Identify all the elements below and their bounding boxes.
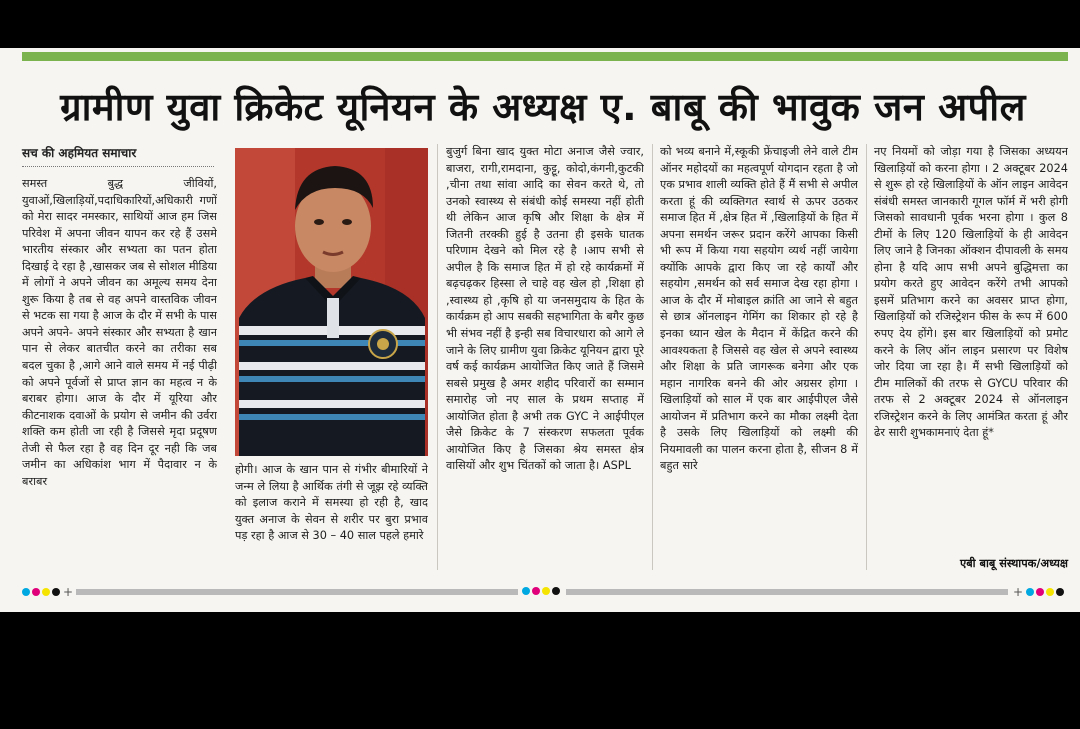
footer-rule-right (566, 589, 1008, 595)
cyan-dot-icon (522, 587, 530, 595)
column-divider (652, 144, 653, 570)
registration-marks-center (522, 587, 560, 595)
author-signoff: एबी बाबू संस्थापक/अध्यक्ष (959, 557, 1068, 570)
magenta-dot-icon (1036, 588, 1044, 596)
article-column-3: बुजुर्ग बिना खाद युक्त मोटा अनाज जैसे ज्वार, बाजरा, रागी,रामदाना, कुट्टू, कोदो,कंगनी,कुटकी ,चीना तथा सांवा आदि का सेवन करते थे, तो उनको स्वास्थ्य से संबंधी कोई समस्या नहीं होती थी लेकिन आज कृषि और शिक्षा के क्षेत्र में जितनी तरक्की हुई है उतना ही इसके घातक परिणाम देखने को मिल रहे है ।आप सभी से अपील है कि समाज हित में हो रहे कार्यक्रमों में बढ़चढ़कर हिस्सा ले चाहे वह खेल हो ,शिक्षा हो ,स्वास्थ्य हो ,कृषि हो या जनसमुदाय के हित के कार्यक्रम हो आप सबकी सहभागिता के बगैर कुछ भी संभव नहीं है इन्ही सब विचारधारा को आगे ले जाने के लिए ग्रामीण युवा क्रिकेट यूनियन द्वारा पूरे वर्ष कई कार्यक्रम आयोजित किए जाते हैं जिसमे सबसे प्रमुख है अमर शहीद परिवारों का सम्मान समारोह जो नए साल के प्रथम सप्ताह में आयोजित होता है अभी तक GYC ने आईपीएल जैसे क्रिकेट के 7 संस्करण सफलता पूर्वक आयोजित किए है जिसका श्रेय समस्त क्षेत्र वासियों और शुभ चिंतकों को जाता है। ASPL (446, 145, 644, 473)
green-header-rule (22, 52, 1068, 61)
article-column-4: को भव्य बनाने में,स्कूकी फ्रेंचाइजी लेने वाले टीम ऑनर महोदयों का महत्वपूर्ण योगदान रहता है जो एक प्रभाव शाली व्यक्ति होते हैं मैं सभी से अपील करता हूं की व्यक्तिगत स्वार्थ से ऊपर उठकर समाज हित में ,क्षेत्र हित में ,खिलाड़ियों के हित में अपना समर्थन जरूर प्रदान करेंगे आपका किसी भी रूप में किया गया सहयोग व्यर्थ नहीं जायेगा क्योंकि आपके द्वारा किए जा रहे कार्यों और सहयोग ,समर्थन को सर्व समाज देख रहा होगा । आज के दौर में मोबाइल क्रांति आ जाने से बहुत से छात्र ऑनलाइन गेमिंग का शिकार हो रहे है इनका ध्यान खेल के मैदान में केंद्रित करने की आवश्यकता है जिससे वह खेल से अपने स्वास्थ्य और शिक्षा के प्रति जागरूक बनेगा और एक महान नागरिक बनने की ओर अग्रसर होगा । खिलाड़ियों को साल में एक बार आईपीएल जैसे आयोजन में प्रतिभाग करने का मौका लक्ष्मी देता है उसके लिए खिलाड़ियों को लक्ष्मी की नियमावली का पालन करना होता है, सीजन 8 में बहुत सारे (660, 145, 858, 473)
registration-marks-right (1012, 587, 1064, 597)
article-column-5: नए नियमों को जोड़ा गया है जिसका अध्ययन खिलाड़ियों को करना होगा । 2 अक्टूबर 2024 से शुरू हो रहे खिलाड़ियों के ऑन लाइन आवेदन संबंधी समस्त जानकारी गूगल फॉर्म में भरी होगी जिसको सावधानी पूर्वक भरना होगा । कुल 8 टीमों के लिए 120 खिलाड़ियों के ही आवेदन लिए जाने है जिनका ऑक्शन दीपावली के समय होना है यदि आप सभी अपने बुद्धिमत्ता का प्रयोग करते हुए आवेदन करेंगे तभी आपको इसमें प्रतिभाग करने का अवसर प्राप्त होगा, खिलाड़ियों को रजिस्ट्रेशन फीस के रूप में 600 रुपए देय होंगे। इस बार खिलाड़ियों को प्रमोट करने के लिए ऑन लाइन प्रसारण पर विशेष जोर दिया जा रहा है। मैं सभी खिलाड़ियों को टीम मालिकों की तरफ से GYCU परिवार की तरफ से 2 अक्टूबर 2024 से ऑनलाइन रजिस्ट्रेशन करने के लिए आमंत्रित करता हूं और ढेर सारी शुभकामनाएं देता हूं* (874, 145, 1068, 440)
yellow-dot-icon (1046, 588, 1054, 596)
crosshair-icon: + (63, 585, 74, 599)
registration-marks-left (22, 587, 74, 597)
column-divider (437, 144, 438, 570)
black-dot-icon (52, 588, 60, 596)
yellow-dot-icon (42, 588, 50, 596)
footer-rule-left (76, 589, 518, 595)
portrait-photo (235, 148, 428, 456)
article-column-1: समस्त बुद्ध जीवियों, युवाओं,खिलाड़ियों,पदाधिकारियों,अधिकारी गणों को मेरा सादर नमस्कार, साथियों आज हम जिस परिवेश में अपना जीवन यापन कर रहे हैं उसमे भारतीय संस्कार और सभ्यता का पतन होता दिखाई दे रहा है ,खासकर जब से सोशल मीडिया में लोगों ने अपने जीवन का अमूल्य समय देना शुरू किया है तब से वह अपने वास्तविक जीवन से भटक सा गया है आज के दौर में सभी के पास अपने अपने- अपने संस्कार और सभ्यता है खान पान से लेकर बातचीत करने का तरीका सब बदल चुका है ,आगे आने वाले समय में नई पीढ़ी को अपने पूर्वजों से प्राप्त ज्ञान का महत्व न के बराबर होगा। आज के दौर में यूरिया और कीटनाशक दवाओं के प्रयोग से जमीन की उर्वरा शक्ति कम होती जा रही है जिससे मृदा प्रदूषण तेजी से फैल रहा है वह दिन दूर नही कि जब जमीन का अधिकांश भाग में पैदावार न के बराबर (22, 177, 217, 488)
top-black-bar (0, 0, 1080, 48)
headline: ग्रामीण युवा क्रिकेट यूनियन के अध्यक्ष ए. बाबू की भावुक जन अपील (60, 85, 1026, 129)
column-divider (866, 144, 867, 570)
cyan-dot-icon (1026, 588, 1034, 596)
newspaper-clipping (0, 48, 1080, 612)
yellow-dot-icon (542, 587, 550, 595)
magenta-dot-icon (532, 587, 540, 595)
article-column-2: होगी। आज के खान पान से गंभीर बीमारियों ने जन्म ले लिया है आर्थिक तंगी से जूझ रहे व्यक्ति को इलाज कराने में समस्या हो रही है, खाद युक्त अनाज के सेवन से शरीर पर बुरा प्रभाव पड़ रहा है आज से 30 – 40 साल पहले हमारे (235, 463, 428, 543)
black-dot-icon (1056, 588, 1064, 596)
cyan-dot-icon (22, 588, 30, 596)
byline: सच की अहमियत समाचार (22, 144, 214, 167)
magenta-dot-icon (32, 588, 40, 596)
crosshair-icon: + (1013, 585, 1024, 599)
bottom-black-bar (0, 612, 1080, 729)
black-dot-icon (552, 587, 560, 595)
portrait-icon (235, 148, 428, 456)
